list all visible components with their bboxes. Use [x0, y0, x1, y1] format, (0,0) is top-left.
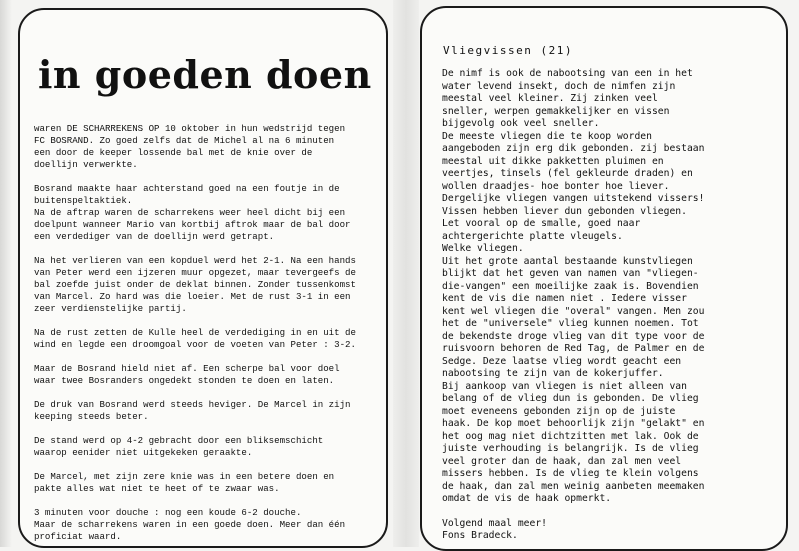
right-page — [420, 6, 788, 551]
book-edge-shadow — [0, 0, 12, 547]
book-gutter — [393, 0, 419, 547]
column-title: Vliegvissen (21) — [443, 44, 573, 57]
signoff: Volgend maal meer! Fons Bradeck. — [442, 517, 547, 541]
paragraph: De stand werd op 4-2 gebracht door een bliksemschicht waarop eenider niet uitgekeken geraakte. — [34, 435, 324, 458]
paragraph: De nimf is ook de nabootsing van een in het water levend insekt, doch de nimfen zijn meestal veel kleiner. Zij zinken veel sneller, werpen gemakkelijker en vissen bijgevolg ook veel sneller. De meeste vliegen die te koop worden aangeboden zijn erg dik gebonden. zij bestaan meestal uit dikke pakketten pluimen en veertjes, tinsels (fel gekleurde draden) en wollen draadjes- hoe bonter hoe liever. Dergelijke vliegen vangen uitstekend vissers! Vissen hebben liever dun gebonden vliegen. Let vooral op de smalle, goed naar achtergerichte platte vleugels. Welke vliegen. Uit het grote aantal bestaande kunstvliegen blijkt dat het geven van namen van "vliegen- die-vangen" een moeilijke zaak is. Bovendien kent de vis die namen niet . Iedere visser kent wel vliegen die "overal" vangen. Men zou het de "universele" vlieg kunnen noemen. Tot de bekendste droge vlieg van dit type voor de ruisvoorn behoren de Red Tag, de Palmer en de Sedge. Deze laatse vlieg wordt geacht een nabootsing te zijn van de kokerjuffer. Bij aankoop van vliegen is niet alleen van belang of de vlieg dun is gebonden. De vlieg moet eveneens gebonden zijn op de juiste haak. De kop moet behoorlijk zijn "gelakt" en het oog mag niet dichtzitten met lak. Ook de juiste verhouding is belangrijk. Is de vlieg veel groter dan de haak, dan zal men veel missers hebben. Is de vlieg te klein volgens de haak, dan zal men weinig aanbeten meemaken omdat de vis de haak opmerkt. — [442, 68, 705, 504]
paragraph: Maar de Bosrand hield niet af. Een scherpe bal voor doel waar twee Bosranders ongedekt stonden te doen en laten. — [34, 363, 340, 386]
left-page — [18, 8, 388, 548]
paragraph-gap — [442, 506, 770, 518]
left-article-body — [34, 123, 374, 548]
paragraph: Bosrand maakte haar achterstand goed na een foutje in de buitenspeltaktiek. Na de aftrap waren de scharrekens weer heel dicht bij een doelpunt wanneer Mario van kortbij aftrok maar de bal door een verdediger van de doellijn werd getrapt. — [34, 183, 351, 242]
paragraph: Na het verlieren van een kopduel werd het 2-1. Na een hands van Peter werd een ijzeren muur opgezet, maar tevergeefs de bal zoefde juist onder de deklat binnen. Zonder tussenkomst van Marcel. Zo hard was die loeier. Met de rust 3-1 in een zeer verdienstelijke partij. — [34, 255, 356, 314]
right-article-body — [442, 68, 770, 543]
paragraph: Na de rust zetten de Kulle heel de verdediging in en uit de wind en legde een droomgoal voor de voeten van Peter : 3-2. — [34, 327, 356, 350]
paragraph: De Marcel, met zijn zere knie was in een betere doen en pakte alles wat niet te heet of te zwaar was. — [34, 471, 335, 494]
article-headline: in goeden doen — [38, 52, 372, 97]
paragraph: De druk van Bosrand werd steeds heviger. De Marcel in zijn keeping steeds beter. — [34, 399, 351, 422]
paragraph: 3 minuten voor douche : nog een koude 6-2 douche. Maar de scharrekens waren in een goede doen. Meer dan één proficiat waard. — [34, 507, 346, 542]
paragraph: waren DE SCHARREKENS OP 10 oktober in hun wedstrijd tegen FC BOSRAND. Zo goed zelfs dat de Michel al na 6 minuten een door de keeper lossende bal met de knie over de doellijn verwerkte. — [34, 123, 346, 170]
